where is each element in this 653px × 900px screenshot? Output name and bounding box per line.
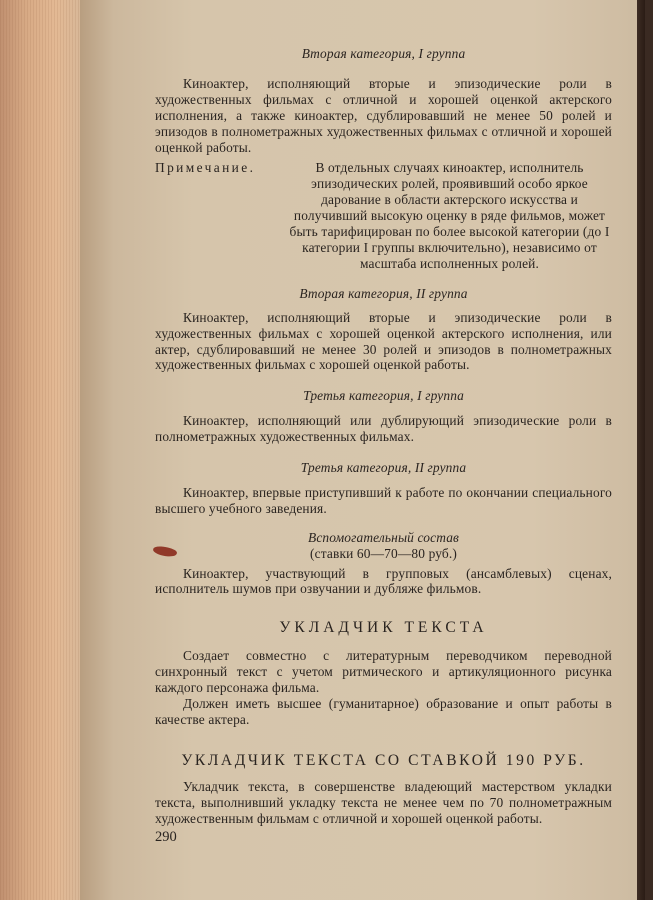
paragraph: Укладчик текста, в совершенстве владеющий мастерством укладки текста, выполнивший укладку текста не менее чем по 70 полнометражным художественным фильмам с отличной и хорошей оценкой работы. bbox=[155, 778, 612, 826]
book-spine bbox=[637, 0, 645, 900]
section-heading: Третья категория, I группа bbox=[303, 388, 464, 404]
page-content bbox=[155, 46, 612, 826]
section-heading: УКЛАДЧИК ТЕКСТА bbox=[279, 619, 488, 637]
page-edge bbox=[0, 0, 80, 900]
paragraph: Должен иметь высшее (гуманитарное) образование и опыт работы в качестве актера. bbox=[155, 696, 612, 727]
note-text: В отдельных случаях киноактер, исполнитель эпизодических ролей, проявивший особо яркое дарование в области актерского искусства и получивший высокую оценку в ряде фильмов, может быть тарифицирован по более высокой категории (до I категории I группы включительно), независимо от масштаба исполненных ролей. bbox=[289, 160, 610, 271]
paragraph: Киноактер, участвующий в групповых (ансамблевых) сценах, исполнитель шумов при озвучании и дубляже фильмов. bbox=[155, 565, 612, 597]
book-page bbox=[80, 0, 645, 900]
paragraph: Киноактер, исполняющий или дублирующий эпизодические роли в полнометражных художественных фильмах. bbox=[155, 413, 612, 445]
section-heading: Третья категория, II группа bbox=[300, 460, 467, 476]
section-heading: Вторая категория, II группа bbox=[299, 285, 468, 301]
section-heading: Вторая категория, I группа bbox=[301, 46, 466, 61]
paragraph: Киноактер, впервые приступивший к работе по окончании специального высшего учебного заведения. bbox=[155, 484, 612, 516]
section-heading: Вспомогательный состав bbox=[307, 529, 460, 545]
note-label: Примечание. bbox=[155, 160, 256, 176]
page-number: 290 bbox=[155, 829, 177, 845]
section-subheading: (ставки 60—70—80 руб.) bbox=[310, 545, 457, 561]
paragraph: Создает совместно с литературным переводчиком переводной синхронный текст с учетом ритмического и артикуляционного рисунка каждого персонажа фильма. bbox=[155, 648, 612, 696]
paragraph: Киноактер, исполняющий вторые и эпизодические роли в художественных фильмах с отличной и хорошей оценкой актерского исполнения, а также киноактер, сдублировавший не менее 50 ролей и эпизодов в полнометражных художественных фильмах с отличной и хорошей оценкой работы. bbox=[155, 75, 612, 155]
paragraph: Киноактер, исполняющий вторые и эпизодические роли в художественных фильмах с хорошей оценкой актерского исполнения, или актер, сдублировавший не менее 30 ролей и эпизодов в полнометражных художественных фильмах с хорошей оценкой работы. bbox=[155, 309, 612, 373]
section-heading: УКЛАДЧИК ТЕКСТА СО СТАВКОЙ 190 РУБ. bbox=[181, 751, 586, 769]
note bbox=[155, 160, 612, 271]
